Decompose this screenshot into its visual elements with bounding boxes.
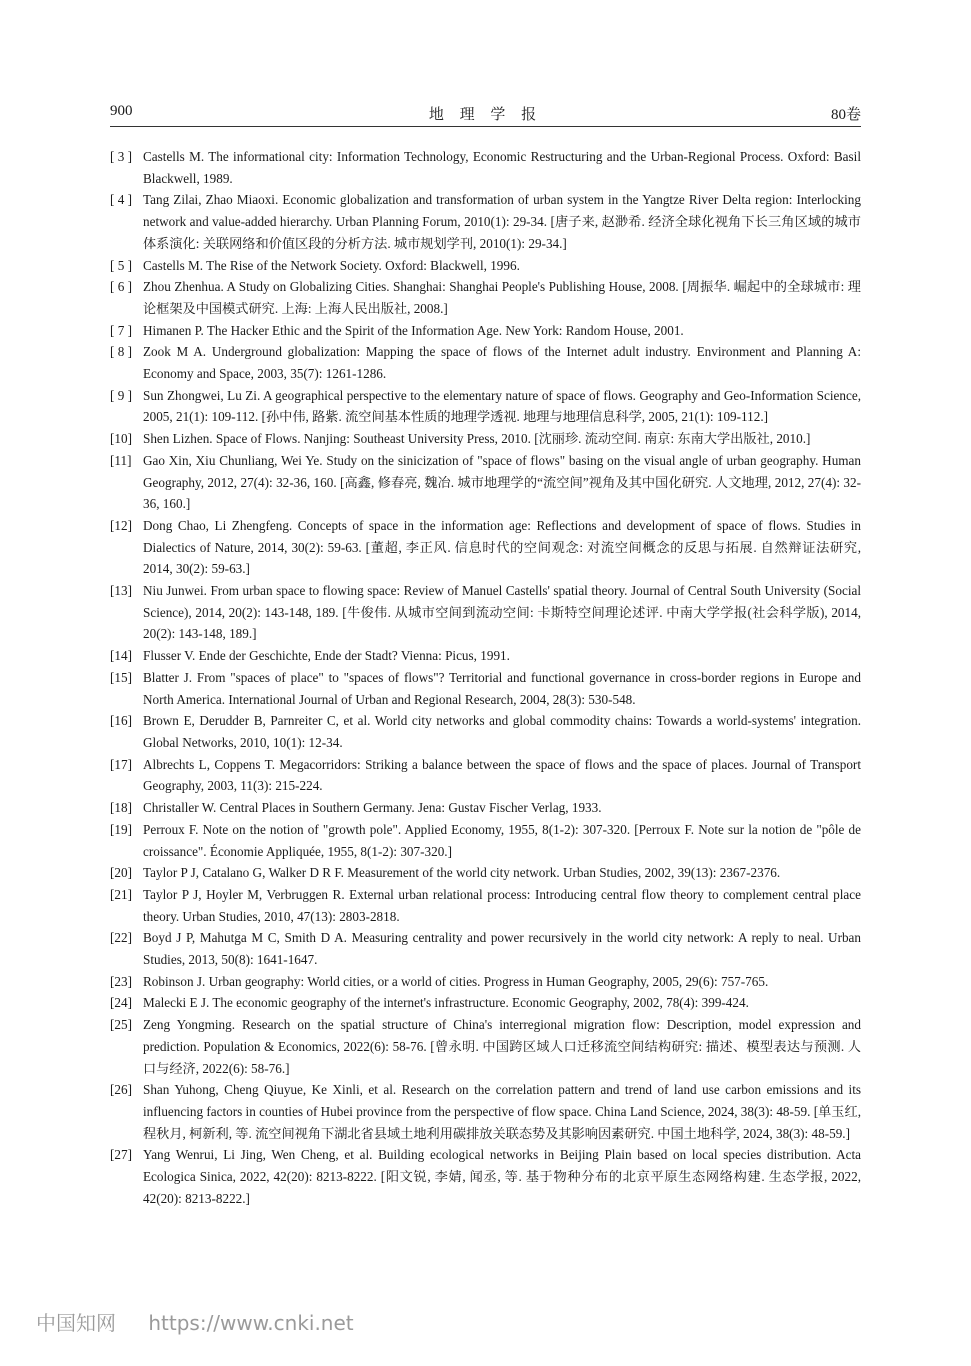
reference-number: [ 9 ] [110, 387, 132, 403]
cnki-logo-text: 中国知网 [36, 1311, 116, 1335]
reference-item [110, 146, 861, 189]
reference-text: Perroux F. Note on the notion of "growth pole". Applied Economy, 1955, 8(1-2): 307-320. [Perroux F. Note sur la notion de "pôle de croissance". Économie Appliquée, 1955, 8(1-2): 307-320.] [143, 821, 861, 859]
reference-number: [26] [110, 1082, 132, 1098]
volume-label: 80卷 [830, 107, 861, 123]
reference-number: [12] [110, 517, 132, 533]
reference-number: [25] [110, 1017, 132, 1033]
reference-number: [13] [110, 583, 132, 599]
reference-number: [ 5 ] [110, 257, 132, 273]
reference-item [110, 189, 861, 254]
reference-item [110, 341, 861, 384]
reference-text: Albrechts L, Coppens T. Megacorridors: Striking a balance between the space of flows and the space of places. Journal of Transport Geography, 2003, 11(3): 215-224. [143, 756, 861, 794]
reference-number: [23] [110, 973, 132, 989]
reference-item [110, 667, 861, 710]
watermark-footer [36, 1307, 354, 1336]
reference-text: Gao Xin, Xiu Chunliang, Wei Ye. Study on the sinicization of "space of flows" basing on the visual angle of urban geography. Human Geography, 2012, 27(4): 32-36, 160. [高鑫, 修春亮, 魏冶. 城市地理学的“流空间”视角及其中国化研究. 人文地理, 2012, 27(4): 32-36, 160.] [143, 452, 861, 512]
reference-item [110, 645, 861, 667]
reference-item [110, 754, 861, 797]
reference-text: Castells M. The Rise of the Network Society. Oxford: Blackwell, 1996. [143, 257, 520, 273]
reference-text: Niu Junwei. From urban space to flowing space: Review of Manuel Castells' spatial theory. Journal of Central South University (Social Science), 2014, 20(2): 143-148, 189. [牛俊伟. 从城市空间到流动空间: 卡斯特空间理论述评. 中南大学学报(社会科学版), 2014, 20(2): 143-148, 189.] [143, 583, 861, 642]
reference-item [110, 971, 861, 993]
page-number: 900 [110, 103, 133, 119]
reference-number: [11] [110, 452, 132, 468]
reference-item [110, 710, 861, 753]
reference-item [110, 255, 861, 277]
reference-text: Boyd J P, Mahutga M C, Smith D A. Measuring centrality and power recursively in the world city network: A reply to neal. Urban Studies, 2013, 50(8): 1641-1647. [143, 930, 861, 968]
reference-item [110, 450, 861, 515]
reference-text: Dong Chao, Li Zhengfeng. Concepts of space in the information age: Reflections and development of space of flows. Studies in Dialectics of Nature, 2014, 30(2): 59-63. [董超, 李正风. 信息时代的空间观念: 对流空间概念的反思与拓展. 自然辩证法研究, 2014, 30(2): 59-63.] [143, 517, 861, 577]
reference-text: Taylor P J, Catalano G, Walker D R F. Measurement of the world city network. Urban Studies, 2002, 39(13): 2367-2376. [143, 865, 781, 881]
reference-text: Robinson J. Urban geography: World cities, or a world of cities. Progress in Human Geography, 2005, 29(6): 757-765. [143, 973, 769, 989]
reference-item [110, 884, 861, 927]
reference-item [110, 862, 861, 884]
reference-item [110, 276, 861, 319]
reference-item [110, 1144, 861, 1209]
reference-text: Tang Zilai, Zhao Miaoxi. Economic globalization and transformation of urban system in the Yangtze River Delta region: Interlocking network and value-added hierarchy. Urban Planning Forum, 2010(1): 29-34. [唐子来, 赵渺希. 经济全球化视角下长三角区域的城市体系演化: 关联网络和价值区段的分析方法. 城市规划学刊, 2010(1): 29-34.] [143, 192, 861, 251]
reference-text: Brown E, Derudder B, Parnreiter C, et al. World city networks and global commodity chains: Towards a world-systems' integration. Global Networks, 2010, 10(1): 12-34. [143, 713, 861, 750]
reference-text: Zhou Zhenhua. A Study on Globalizing Cities. Shanghai: Shanghai People's Publishing House, 2008. [周振华. 崛起中的全球城市: 理论框架及中国模式研究. 上海: 上海人民出版社, 2008.] [143, 279, 861, 316]
reference-number: [ 8 ] [110, 344, 132, 360]
reference-list [110, 146, 861, 1209]
cnki-url: https://www.cnki.net [148, 1311, 354, 1335]
reference-number: [14] [110, 648, 132, 664]
reference-item [110, 797, 861, 819]
reference-number: [19] [110, 821, 132, 837]
reference-item [110, 819, 861, 862]
reference-text: Yang Wenrui, Li Jing, Wen Cheng, et al. Building ecological networks in Beijing Plain based on local species distribution. Acta Ecologica Sinica, 2022, 42(20): 8213-8222. [阳文锐, 李婧, 闻丞, 等. 基于物种分布的北京平原生态网络构建. 生态学报, 2022, 42(20): 8213-8222.] [143, 1147, 861, 1206]
reference-number: [22] [110, 930, 132, 946]
reference-number: [17] [110, 756, 132, 772]
reference-text: Shan Yuhong, Cheng Qiuyue, Ke Xinli, et al. Research on the correlation pattern and trend of land use carbon emissions and its influencing factors in counties of Hubei province from the perspective of flow space. China Land Science, 2024, 38(3): 48-59. [单玉红, 程秋月, 柯新利, 等. 流空间视角下湖北省县域土地利用碳排放关联态势及其影响因素研究. 中国土地科学, 2024, 38(3): 48-59.] [143, 1082, 861, 1141]
reference-text: Taylor P J, Hoyler M, Verbruggen R. External urban relational process: Introducing central flow theory to complement central place theory. Urban Studies, 2010, 47(13): 2803-2818. [143, 886, 861, 924]
reference-text: Zeng Yongming. Research on the spatial structure of China's interregional migration flow: Description, model expression and prediction. Population & Economics, 2022(6): 58-76. [曾永明. 中国跨区域人口迁移流空间结构研究: 描述、模型表达与预测. 人口与经济, 2022(6): 58-76.] [143, 1017, 861, 1076]
reference-item [110, 580, 861, 645]
reference-number: [16] [110, 713, 132, 729]
reference-text: Castells M. The informational city: Information Technology, Economic Restructuring and the Urban-Regional Process. Oxford: Basil Blackwell, 1989. [143, 149, 861, 186]
reference-item [110, 515, 861, 580]
journal-title: 地 理 学 报 [428, 107, 543, 123]
reference-number: [24] [110, 995, 132, 1011]
reference-number: [ 7 ] [110, 322, 132, 338]
reference-text: Christaller W. Central Places in Southern Germany. Jena: Gustav Fischer Verlag, 1933. [143, 800, 602, 816]
reference-text: Himanen P. The Hacker Ethic and the Spirit of the Information Age. New York: Random House, 2001. [143, 322, 684, 338]
reference-text: Malecki E J. The economic geography of the internet's infrastructure. Economic Geography, 2002, 78(4): 399-424. [143, 995, 749, 1011]
reference-number: [18] [110, 800, 132, 816]
reference-number: [ 4 ] [110, 192, 132, 208]
reference-text: Flusser V. Ende der Geschichte, Ende der Stadt? Vienna: Picus, 1991. [143, 648, 510, 664]
reference-item [110, 428, 861, 450]
reference-text: Zook M A. Underground globalization: Mapping the space of flows of the Internet adult industry. Environment and Planning A: Economy and Space, 2003, 35(7): 1261-1286. [143, 344, 861, 382]
reference-text: Sun Zhongwei, Lu Zi. A geographical perspective to the elementary nature of space of flows. Geography and Geo-Information Science, 2005, 21(1): 109-112. [孙中伟, 路紫. 流空间基本性质的地理学透视. 地理与地理信息科学, 2005, 21(1): 109-112.] [143, 387, 861, 425]
reference-number: [ 6 ] [110, 279, 132, 295]
reference-text: Shen Lizhen. Space of Flows. Nanjing: Southeast University Press, 2010. [沈丽珍. 流动空间. 南京: 东南大学出版社, 2010.] [143, 431, 811, 447]
reference-number: [20] [110, 865, 132, 881]
reference-item [110, 1079, 861, 1144]
reference-number: [10] [110, 431, 132, 447]
reference-number: [15] [110, 669, 132, 685]
reference-text: Blatter J. From "spaces of place" to "spaces of flows"? Territorial and functional governance in cross-border regions in Europe and North America. International Journal of Urban and Regional Research, 2004, 28(3): 530-548. [143, 669, 861, 707]
reference-item [110, 320, 861, 342]
reference-number: [ 3 ] [110, 149, 132, 164]
reference-item [110, 927, 861, 970]
reference-item [110, 385, 861, 428]
running-header [110, 100, 861, 127]
reference-item [110, 992, 861, 1014]
reference-item [110, 1014, 861, 1079]
reference-number: [27] [110, 1147, 132, 1163]
reference-number: [21] [110, 886, 132, 902]
